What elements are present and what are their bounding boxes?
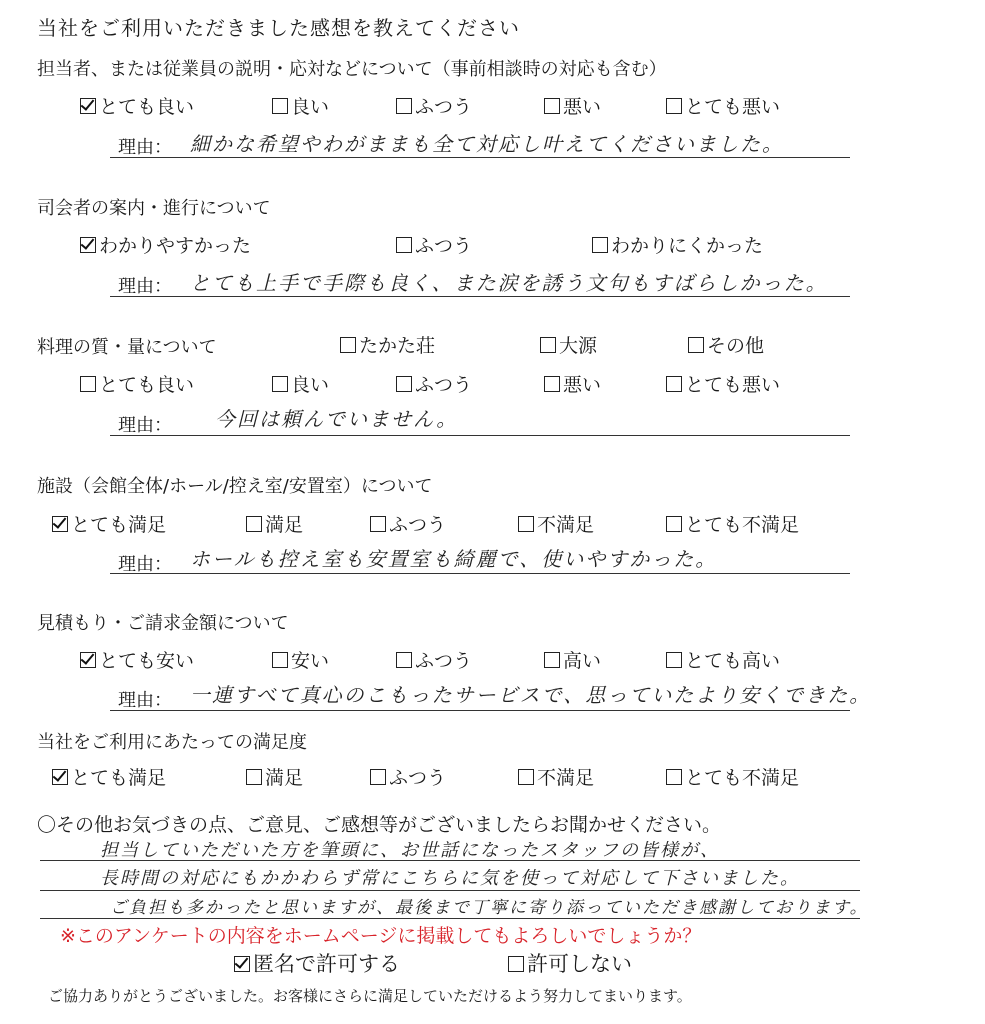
facility-option-4[interactable]: とても不満足 [666,510,799,537]
checkbox-checked-icon[interactable] [52,769,68,785]
checkbox-icon[interactable] [396,652,412,668]
checkbox-checked-icon[interactable] [80,652,96,668]
food-venue-0[interactable]: たかた荘 [340,331,435,358]
checkbox-icon[interactable] [508,956,524,972]
host-reason: とても上手で手際も良く、また涙を誘う文句もすばらしかった。 [190,271,828,295]
host-option-2[interactable]: わかりにくかった [592,231,763,258]
cost-option-1[interactable]: 安い [272,646,329,673]
comment-rule [40,918,860,919]
facility-option-2[interactable]: ふつう [370,510,446,537]
checkbox-icon[interactable] [666,376,682,392]
cost-reason-line [110,710,850,711]
host-option-1[interactable]: ふつう [396,231,472,258]
checkbox-icon[interactable] [666,652,682,668]
facility-option-3[interactable]: 不満足 [518,510,594,537]
comment-line: 担当していただいた方を筆頭に、お世話になったスタッフの皆様が、 [100,840,720,861]
checkbox-checked-icon[interactable] [234,956,250,972]
food-option-3[interactable]: 悪い [544,370,601,397]
survey-title: 当社をご利用いただきました感想を教えてください [37,16,520,40]
food-option-4[interactable]: とても悪い [666,370,780,397]
host-option-0[interactable]: わかりやすかった [80,231,251,258]
comment-rule [40,890,860,891]
publish-option-anonymous[interactable]: 匿名で許可する [234,948,400,978]
checkbox-icon[interactable] [396,237,412,253]
food-reason-line [110,435,850,436]
comment-rule [40,860,860,861]
food-option-0[interactable]: とても良い [80,370,194,397]
food-option-1[interactable]: 良い [272,370,329,397]
food-reason: 今回は頼んでいません。 [215,407,459,431]
checkbox-icon[interactable] [272,376,288,392]
checkbox-icon[interactable] [544,98,560,114]
checkbox-icon[interactable] [246,769,262,785]
checkbox-icon[interactable] [666,98,682,114]
staff-option-0[interactable]: とても良い [80,92,194,119]
satisfaction-option-4[interactable]: とても不満足 [666,763,799,790]
satisfaction-option-0[interactable]: とても満足 [52,763,166,790]
checkbox-icon[interactable] [370,769,386,785]
footer-thanks: ご協力ありがとうございました。お客様にさらに満足していただけるよう努力してまいります。 [48,987,692,1005]
satisfaction-heading: 当社をご利用にあたっての満足度 [37,732,307,753]
facility-heading: 施設（会館全体/ホール/控え室/安置室）について [37,476,433,497]
checkbox-icon[interactable] [396,98,412,114]
staff-reason: 細かな希望やわがままも全て対応し叶えてくださいました。 [190,132,784,156]
satisfaction-option-1[interactable]: 満足 [246,763,303,790]
comment-line: ご負担も多かったと思いますが、最後まで丁寧に寄り添っていただき感謝しております。 [110,898,869,918]
cost-reason-label: 理由： [118,690,172,711]
staff-option-4[interactable]: とても悪い [666,92,780,119]
checkbox-icon[interactable] [518,769,534,785]
staff-option-2[interactable]: ふつう [396,92,472,119]
staff-heading: 担当者、または従業員の説明・応対などについて（事前相談時の対応も含む） [37,59,667,80]
food-venue-1[interactable]: 大源 [540,331,597,358]
host-reason-label: 理由： [118,276,172,297]
food-venue-2[interactable]: その他 [688,331,764,358]
comments-prompt: 〇その他お気づきの点、ご意見、ご感想等がございましたらお聞かせください。 [37,814,722,836]
cost-heading: 見積もり・ご請求金額について [37,613,289,634]
cost-option-2[interactable]: ふつう [396,646,472,673]
checkbox-icon[interactable] [246,516,262,532]
cost-option-3[interactable]: 高い [544,646,601,673]
cost-option-0[interactable]: とても安い [80,646,194,673]
checkbox-icon[interactable] [666,516,682,532]
facility-reason-label: 理由： [118,554,172,575]
satisfaction-option-3[interactable]: 不満足 [518,763,594,790]
satisfaction-option-2[interactable]: ふつう [370,763,446,790]
host-heading: 司会者の案内・進行について [37,198,271,219]
food-option-2[interactable]: ふつう [396,370,472,397]
checkbox-icon[interactable] [688,337,704,353]
checkbox-checked-icon[interactable] [80,237,96,253]
staff-option-3[interactable]: 悪い [544,92,601,119]
checkbox-icon[interactable] [80,376,96,392]
publish-question: ※このアンケートの内容をホームページに掲載してもよろしいでしょうか？ [60,925,702,947]
staff-reason-label: 理由： [118,137,172,158]
checkbox-checked-icon[interactable] [52,516,68,532]
checkbox-icon[interactable] [518,516,534,532]
checkbox-icon[interactable] [370,516,386,532]
cost-option-4[interactable]: とても高い [666,646,780,673]
checkbox-icon[interactable] [340,337,356,353]
checkbox-icon[interactable] [396,376,412,392]
checkbox-icon[interactable] [544,652,560,668]
food-reason-label: 理由： [118,415,172,436]
staff-reason-line [110,157,850,158]
food-heading: 料理の質・量について [37,337,217,358]
cost-reason: 一連すべて真心のこもったサービスで、思っていたより安くできた。 [190,683,872,707]
publish-option-deny[interactable]: 許可しない [508,948,632,978]
checkbox-icon[interactable] [272,98,288,114]
comment-line: 長時間の対応にもかかわらず常にこちらに気を使って対応して下さいました。 [100,868,800,889]
host-reason-line [110,296,850,297]
facility-reason: ホールも控え室も安置室も綺麗で、使いやすかった。 [190,547,718,571]
checkbox-icon[interactable] [540,337,556,353]
facility-option-0[interactable]: とても満足 [52,510,166,537]
checkbox-checked-icon[interactable] [80,98,96,114]
checkbox-icon[interactable] [666,769,682,785]
checkbox-icon[interactable] [544,376,560,392]
staff-option-1[interactable]: 良い [272,92,329,119]
facility-option-1[interactable]: 満足 [246,510,303,537]
checkbox-icon[interactable] [272,652,288,668]
checkbox-icon[interactable] [592,237,608,253]
facility-reason-line [110,573,850,574]
